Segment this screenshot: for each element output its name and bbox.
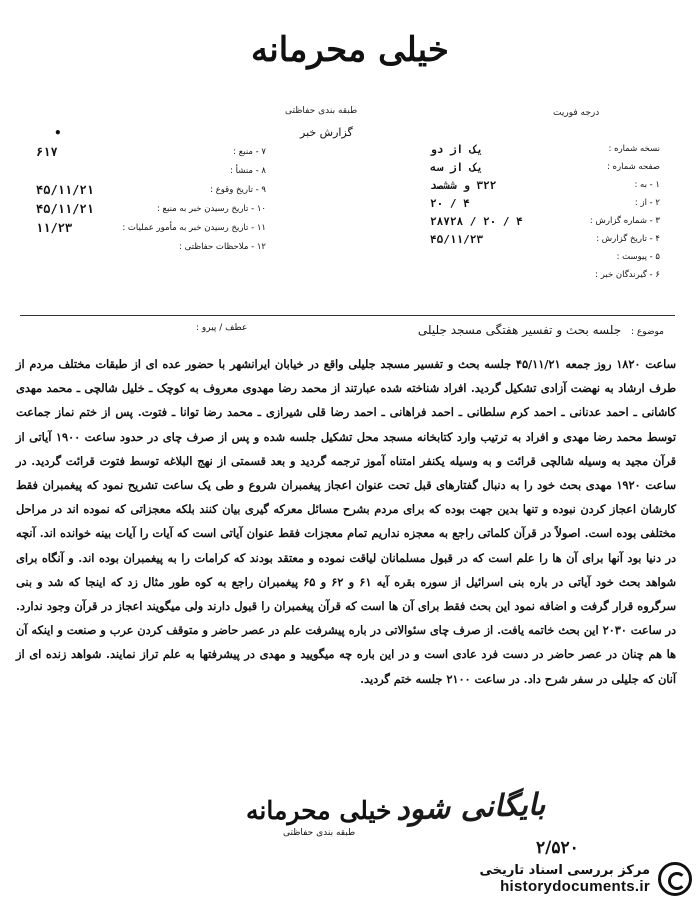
- subject-value: جلسه بحث و تفسیر هفتگی مسجد جلیلی: [417, 323, 622, 337]
- field-value: ۴۵/۱۱/۲۱: [36, 201, 94, 216]
- field-row: [36, 218, 266, 237]
- field-value: ۴۵/۱۱/۲۳: [430, 232, 483, 246]
- field-label: ۳ - شماره گزارش :: [589, 216, 660, 226]
- field-value: ۶۱۷: [36, 144, 58, 159]
- field-label: ۴ - تاریخ گزارش :: [596, 234, 660, 244]
- handwritten-note: بایگانی شود: [395, 787, 546, 828]
- field-label: ۹ - تاریخ وقوع :: [210, 184, 266, 195]
- field-row: [430, 158, 660, 176]
- field-label: ۵ - پیوست :: [616, 252, 660, 262]
- field-row: [36, 142, 266, 161]
- field-value: ۴۵/۱۱/۲۱: [36, 182, 94, 197]
- field-row: [36, 237, 266, 256]
- archive-logo-icon: [658, 862, 692, 896]
- field-row: [36, 199, 266, 218]
- field-value: یک از دو: [430, 142, 483, 156]
- field-row: [430, 140, 660, 158]
- field-row: [430, 230, 660, 248]
- page-title: خیلی محرمانه: [251, 30, 449, 70]
- field-label: نسخه شماره :: [608, 144, 660, 154]
- field-label: ۸ - منشأ :: [230, 165, 266, 176]
- source-fields: [36, 142, 266, 256]
- field-value: یک از سه: [430, 160, 483, 174]
- classification-caption: طبقه بندی حفاظتی: [285, 106, 358, 116]
- field-label: صفحه شماره :: [606, 162, 660, 172]
- field-row: [430, 248, 660, 266]
- field-value: ۳۲۲ و ششصد: [430, 178, 497, 192]
- report-type: گزارش خبر: [300, 126, 353, 139]
- field-row: [36, 180, 266, 199]
- watermark-name: مرکز بررسی اسناد تاریخی: [479, 863, 650, 878]
- field-value: ۲۰ / ۴: [430, 196, 470, 210]
- page-number: ۲/۵۲۰: [536, 838, 579, 858]
- margin-mark: •: [54, 126, 62, 140]
- field-row: [430, 194, 660, 212]
- watermark: [480, 862, 693, 896]
- watermark-url: historydocuments.ir: [500, 878, 650, 895]
- field-row: [430, 266, 660, 284]
- field-row: [430, 212, 660, 230]
- field-row: [36, 161, 266, 180]
- field-value: ۲۸۷۲۸ / ۲۰ / ۴: [430, 214, 523, 228]
- field-label: ۷ - منبع :: [233, 146, 266, 157]
- field-row: [430, 176, 660, 194]
- field-label: ۶ - گیرندگان خبر :: [595, 270, 660, 280]
- field-label: ۱ - به :: [634, 180, 660, 190]
- field-label: ۱۲ - ملاحظات حفاظتی :: [179, 241, 266, 252]
- field-label: ۱۱ - تاریخ رسیدن خبر به مأمور عملیات :: [122, 222, 266, 233]
- field-value: ۱۱/۲۳: [36, 220, 73, 235]
- footer-classification: خیلی محرمانه: [246, 796, 392, 825]
- divider: [20, 315, 675, 316]
- attachment-reference: عطف / پیرو :: [196, 323, 248, 333]
- footer-classification-caption: طبقه بندی حفاظتی: [283, 828, 356, 838]
- report-body: ساعت ۱۸۲۰ روز جمعه ۴۵/۱۱/۲۱ جلسه بحث و تفسیر مسجد جلیلی واقع در خیابان ایرانشهر با حضور عده ای از طبقات مختلف مردم از طرف ارشاد به نهضت آزادی تشکیل گردید. افراد شناخته شده عبارتند از محمد رضا مهدوی معروف به کوچک ـ خلیل شالچی ـ محمد مهدی کاشانی ـ احمد عدنانی ـ احمد کرم سلطانی ـ احمد فراهانی ـ احمد رضا قلی شیرازی ـ محمد رضا توانا ـ فتوت. پس از ختم نماز جماعت توسط محمد رضا مهدی و افراد به ترتیب وارد کتابخانه مسجد محل تشکیل جلسه شده و پس از صرف چای در حدود ساعت ۱۹۰۰ آیاتی از قرآن مجید به وسیله شالچی قرائت و به وسیله یکنفر امتناه آموز ترجمه گردید و بعد قسمتی از نهج البلاغه توسط فتوت قرائت گردید. در ساعت ۱۹۲۰ مهدی بحث خود را به دنبال گفتارهای قبل تحت عنوان اعجاز پیغمبران شروع و طی یک ساعت تشریح نمود که پیغمبران فقط کارشان اعجاز کردن نبوده و تنها بدین جهت بوده که برای مردم بشرح مسائل معرکه گیری بیان کنند بلکه معجزاتی که نموده اند در مراحل مختلفی بوده است. اصولاً در قرآن کلماتی راجع به معجزه نداریم تمام معجزات فقط عنوان آیاتی است که آیات را آیات بینه خوانده اند. آنچه در دنیا بود آنها برای آن ها را علم است که در قبول مسلمانان لیاقت نموده و معتقد بودند که کرامات را به پیغمبران بوده اند. و آنگاه برای شواهد بحث خود آیاتی در باره بنی اسرائیل از سوره بقره آیه ۶۱ و ۶۲ و ۶۵ پیغمبران راجع به کوه طور مثال زد که اینجا که شد و بنی سرگروه قرار گرفت و اضافه نمود این بحث فقط برای آن ها است که قرآن پیغمبران را قبول دارند ولی میگویند اعجاز در قرآن وجود ندارد. در ساعت ۲۰۳۰ این بحث خاتمه یافت. از صرف چای سئوالاتی در باره پیشرفت علم در عصر حاضر و متوقف کردن عرب و صنعت و اینکه آن ها هم چنان در عصر حاضر در دست فرد عادی است و در این باره چه میگویید و مهدی در پیشرفتها به علم تراز نمایند. شواهد زنده ای از آنان که جلیلی در سفر شرح داد. در ساعت ۲۱۰۰ جلسه ختم گردید.: [16, 357, 676, 686]
- field-label: ۱۰ - تاریخ رسیدن خبر به منبع :: [156, 203, 266, 214]
- report-fields: [430, 140, 660, 284]
- subject-line: [418, 323, 664, 337]
- field-label: ۲ - از :: [634, 198, 660, 208]
- priority-caption: درجه فوریت: [553, 108, 600, 118]
- subject-label: موضوع :: [630, 327, 664, 337]
